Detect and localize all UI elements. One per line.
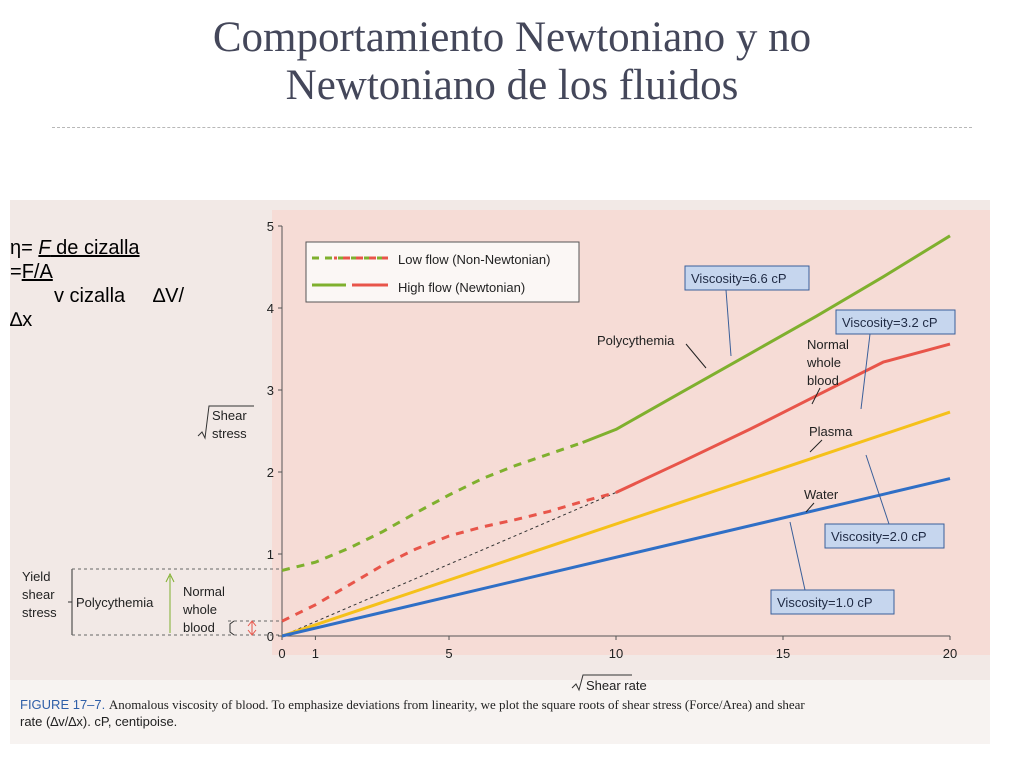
x-tick-label-10: 10 xyxy=(608,646,624,661)
yield-label: Yield xyxy=(22,569,51,584)
viscosity-formula xyxy=(10,236,240,332)
y-tick-label-2: 2 xyxy=(266,465,274,480)
legend-high-flow: High flow (Newtonian) xyxy=(398,280,526,295)
formula-de-cizalla: de cizalla xyxy=(50,237,140,259)
blood-label: blood xyxy=(807,373,839,388)
formula-v-cizalla: v cizalla xyxy=(54,285,126,307)
formula-line-4 xyxy=(10,308,240,332)
x-tick-label-0: 0 xyxy=(278,646,286,661)
caption-fig-label: FIGURE 17–7. xyxy=(20,697,106,712)
whole-label: whole xyxy=(807,355,841,370)
x-tick-label-5: 5 xyxy=(445,646,453,661)
eta-symbol: η= xyxy=(10,237,33,259)
inset-blood-label: blood xyxy=(183,620,215,635)
formula-f: F xyxy=(38,237,51,259)
caption-text-1: Anomalous viscosity of blood. To emphasize deviations from linearity, we plot the square roots of shear stress (Force/Area) and shear xyxy=(108,697,805,712)
y-tick-label-0: 0 xyxy=(266,629,274,644)
formula-line-1 xyxy=(10,236,240,260)
y-tick-label-1: 1 xyxy=(266,547,274,562)
formula-dx: ∆x xyxy=(10,309,33,331)
formula-dv: ∆V/ xyxy=(152,285,185,307)
formula-line-2 xyxy=(10,260,240,284)
legend-low-flow: Low flow (Non-Newtonian) xyxy=(398,252,551,267)
yield-shear-label: shear xyxy=(22,587,55,602)
water-label: Water xyxy=(804,487,839,502)
y-tick-label-5: 5 xyxy=(266,219,274,234)
x-title: Shear rate xyxy=(586,678,647,693)
title-line-1: Comportamiento Newtoniano y no xyxy=(212,14,812,61)
formula-equals: = xyxy=(10,261,22,283)
y-tick-label-4: 4 xyxy=(266,301,274,316)
title-divider xyxy=(52,127,972,128)
title-line-2: Newtoniano de los fluidos xyxy=(285,62,739,109)
inset-polycythemia-label: Polycythemia xyxy=(76,595,154,610)
normal-label: Normal xyxy=(807,337,849,352)
viscosity-2-0-text: Viscosity=2.0 cP xyxy=(831,529,927,544)
caption-line-2: rate (∆v/∆x). cP, centipoise. xyxy=(20,714,178,729)
plasma-label: Plasma xyxy=(809,424,853,439)
caption-line-1 xyxy=(20,697,805,712)
legend xyxy=(306,242,579,302)
formula-line-3 xyxy=(10,284,240,308)
inset-normal-label: Normal xyxy=(183,584,225,599)
y-tick-label-3: 3 xyxy=(266,383,274,398)
x-tick-label-1: 1 xyxy=(311,646,320,661)
viscosity-3-2-text: Viscosity=3.2 cP xyxy=(842,315,938,330)
formula-fa: F/A xyxy=(21,261,53,283)
y-title-line2: stress xyxy=(212,426,247,441)
polycythemia-label: Polycythemia xyxy=(597,333,675,348)
inset-whole-label: whole xyxy=(183,602,217,617)
x-tick-label-15: 15 xyxy=(775,646,791,661)
slide-title xyxy=(0,14,1024,110)
y-title-line1: Shear xyxy=(212,408,247,423)
x-tick-label-20: 20 xyxy=(942,646,958,661)
viscosity-1-0-text: Viscosity=1.0 cP xyxy=(777,595,873,610)
viscosity-6-6-text: Viscosity=6.6 cP xyxy=(691,271,787,286)
yield-stress-label: stress xyxy=(22,605,57,620)
